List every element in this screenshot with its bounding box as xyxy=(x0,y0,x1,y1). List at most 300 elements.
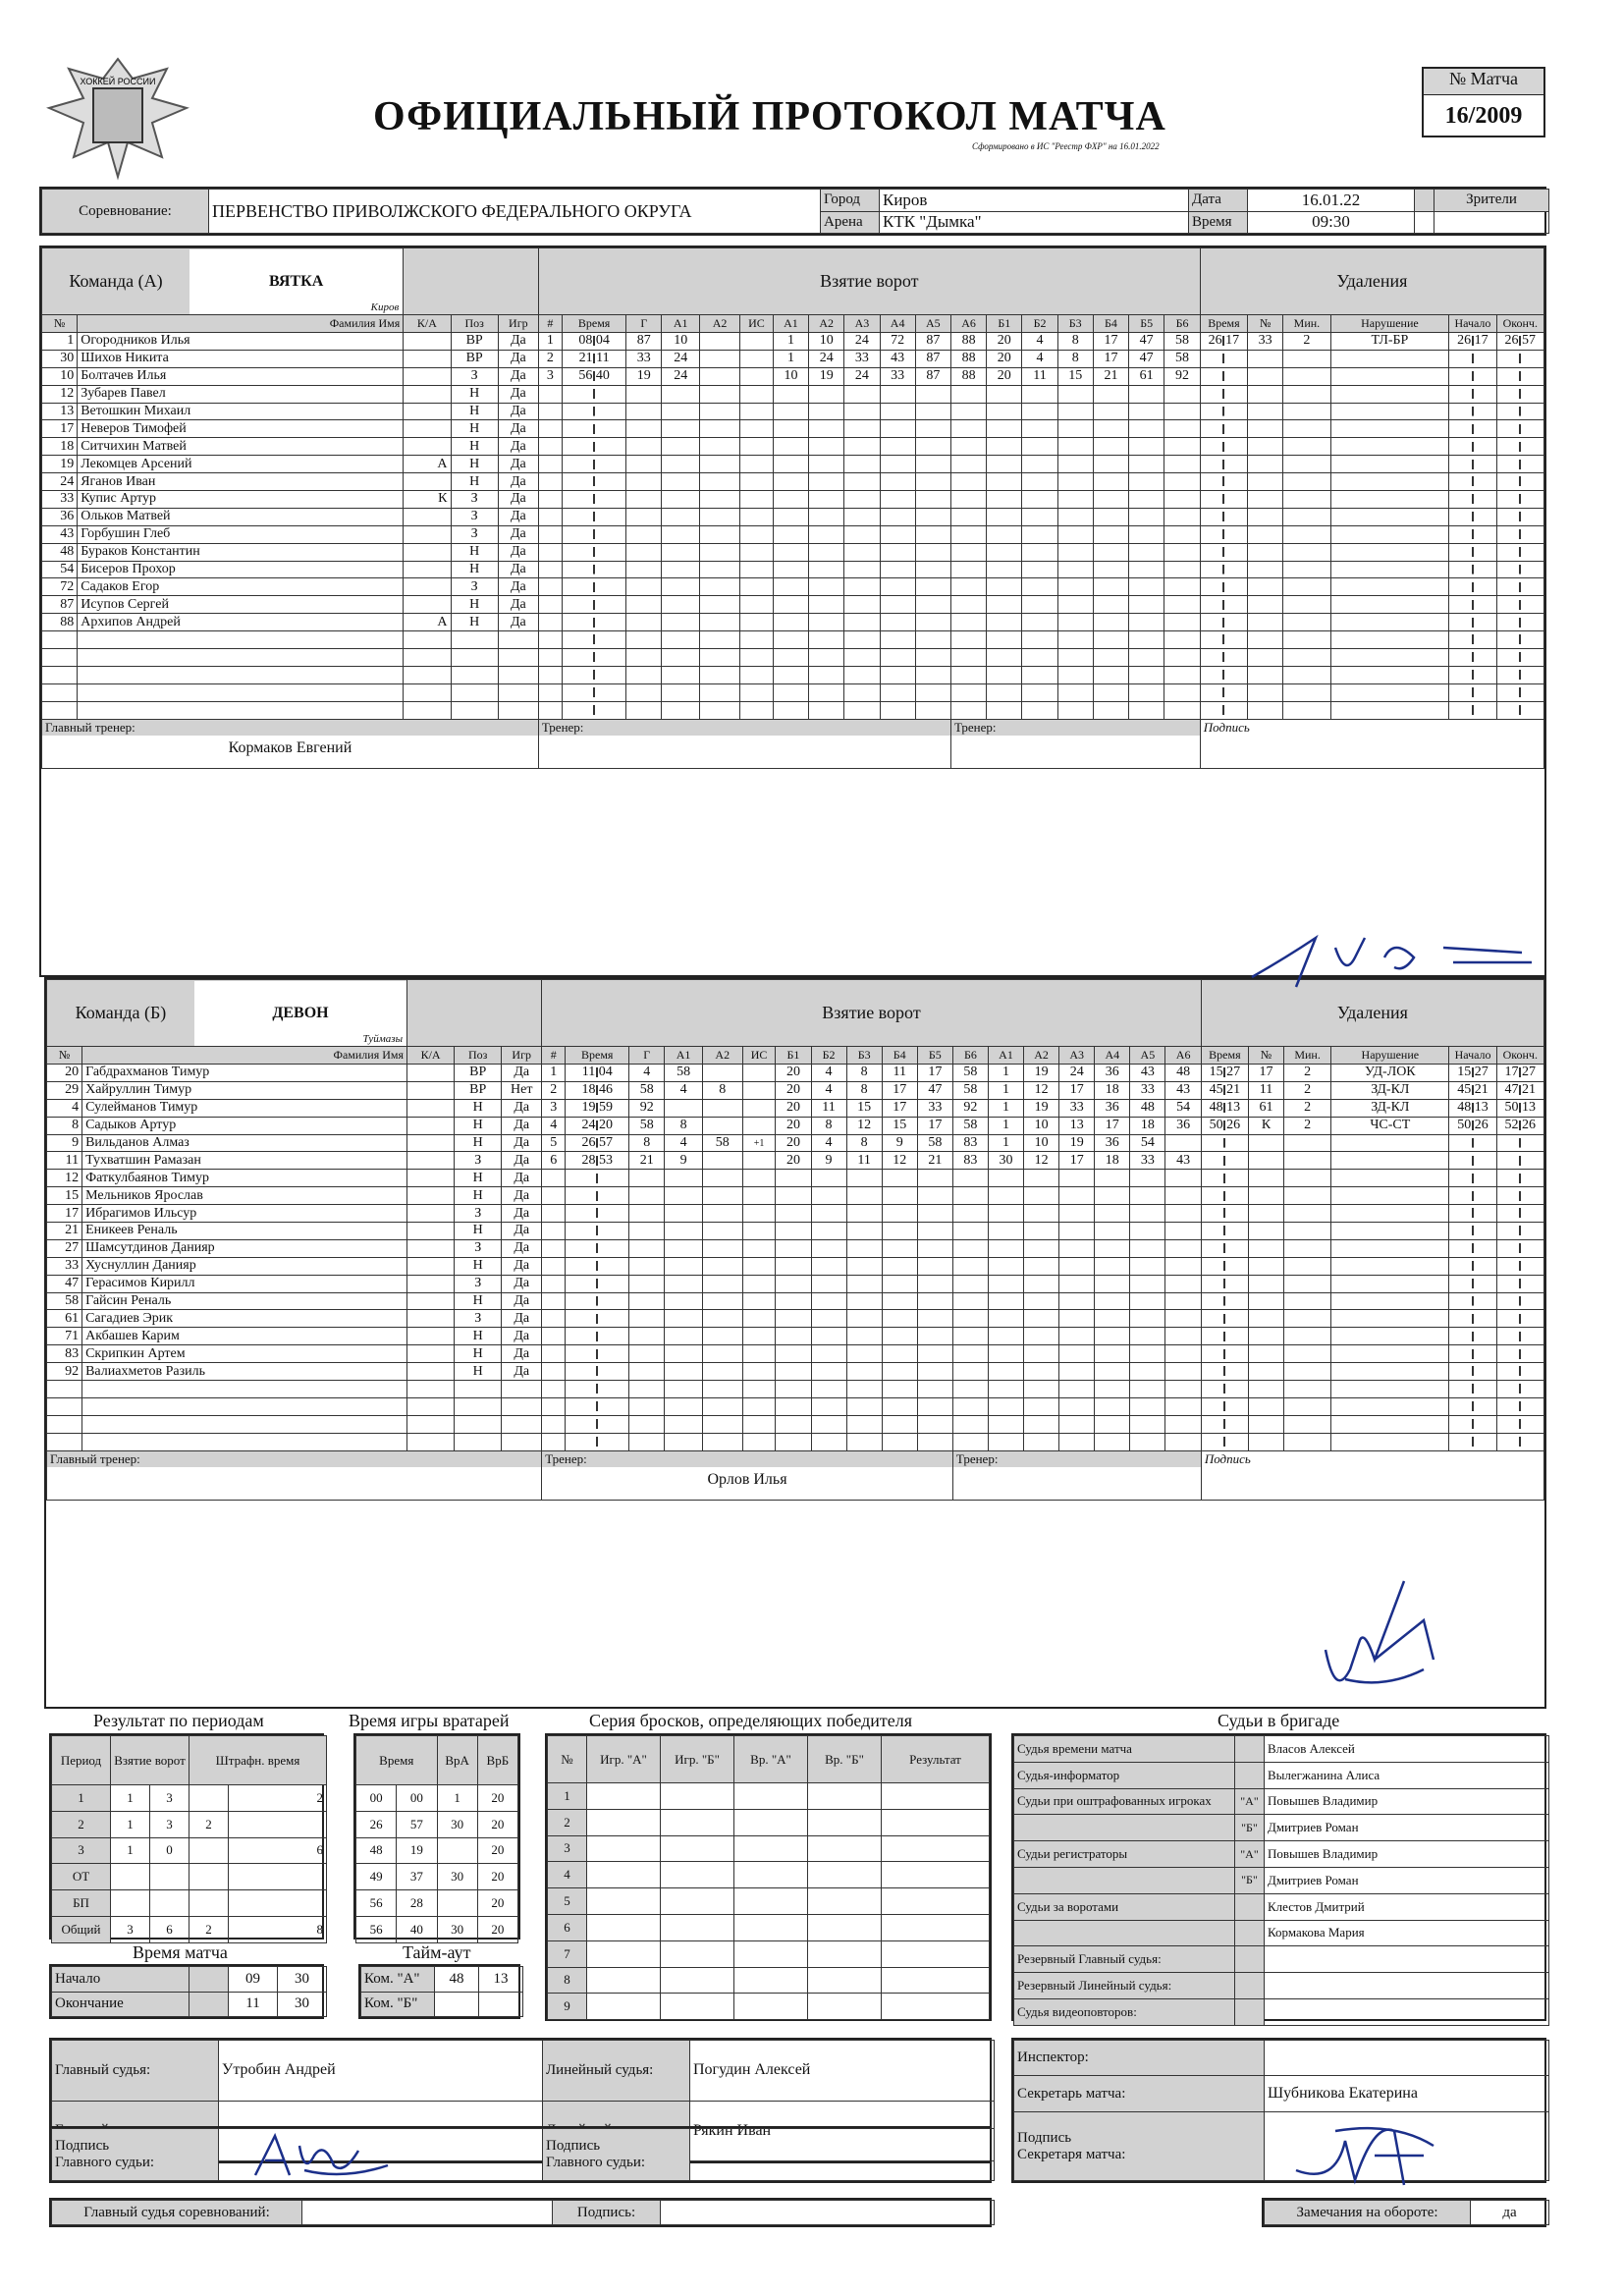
team-b-pen-end xyxy=(1496,1345,1543,1363)
team-a-pen-player xyxy=(1248,525,1283,543)
referee-name xyxy=(1265,1998,1549,2025)
goalie-cell-3: 20 xyxy=(477,1916,517,1942)
team-b-player-igr: Нет xyxy=(502,1081,542,1099)
sig-sec-label-1: Подпись xyxy=(1017,2129,1072,2146)
team-b-pen-player xyxy=(1248,1415,1283,1433)
team-a-goal-no xyxy=(538,631,562,649)
team-a-goal-a1 xyxy=(662,701,700,719)
team-a-pen-end xyxy=(1496,350,1543,367)
team-a-onice-opp-3 xyxy=(1057,543,1093,561)
team-b-goal-scorer xyxy=(629,1415,665,1433)
team-b-pen-player xyxy=(1248,1239,1283,1257)
team-b-goal-a1 xyxy=(665,1310,703,1328)
period-goals-b xyxy=(150,1864,189,1890)
team-a-onice-own-1 xyxy=(773,508,808,525)
team-b-onice-own-6 xyxy=(952,1397,988,1415)
team-a-pen-player xyxy=(1248,491,1283,509)
team-a-city: Киров xyxy=(370,301,400,313)
signature-team-b xyxy=(1306,1561,1453,1709)
team-a-pen-violation xyxy=(1330,596,1449,614)
team-b-pen-violation xyxy=(1331,1415,1449,1433)
team-b-onice-own-2 xyxy=(811,1363,846,1381)
team-b-goal-scorer: 58 xyxy=(629,1117,665,1134)
team-a-pen-end xyxy=(1496,420,1543,438)
team-b-goal-a1 xyxy=(665,1170,703,1187)
team-b-onice-own-2: 4 xyxy=(811,1134,846,1152)
team-b-goal-a1 xyxy=(665,1205,703,1223)
team-a-pen-time xyxy=(1200,367,1247,385)
team-a-goal-no xyxy=(538,525,562,543)
team-a-onice-own-3 xyxy=(844,508,880,525)
team-a-goal-scorer: 33 xyxy=(626,350,662,367)
team-a-player-number xyxy=(42,649,78,667)
team-b-goal-a1 xyxy=(665,1328,703,1345)
shootout-cell xyxy=(882,1914,990,1940)
team-b-onice-opp-2 xyxy=(1024,1239,1059,1257)
team-a-onice-own-1 xyxy=(773,631,808,649)
team-a-pen-min xyxy=(1283,420,1330,438)
team-b-onice-own-4 xyxy=(882,1292,917,1310)
team-a-onice-opp-4 xyxy=(1093,385,1128,403)
team-b-coach-label: Тренер: xyxy=(542,1451,952,1467)
team-b-onice-opp-4: 18 xyxy=(1095,1081,1130,1099)
team-b-onice-own-3 xyxy=(846,1397,882,1415)
team-b-goal-a1 xyxy=(665,1257,703,1275)
team-b-onice-own-3 xyxy=(846,1433,882,1450)
timeout-b-mm xyxy=(435,1992,479,2017)
team-b-row xyxy=(47,1275,1544,1292)
team-a-col-14: А4 xyxy=(880,315,915,333)
shootout-cell xyxy=(734,1783,808,1810)
team-a-goal-scorer xyxy=(626,561,662,578)
team-b-player-igr xyxy=(502,1433,542,1450)
team-a-head-coach-cell xyxy=(42,719,539,768)
team-a-goal-no: 2 xyxy=(538,350,562,367)
signature-label: Подпись: xyxy=(553,2201,661,2225)
team-a-onice-own-3 xyxy=(844,543,880,561)
period-name: ОТ xyxy=(52,1864,111,1890)
team-b-row xyxy=(47,1292,1544,1310)
team-a-onice-opp-5 xyxy=(1129,420,1164,438)
team-a-goal-a2 xyxy=(700,614,740,631)
team-b-onice-opp-2 xyxy=(1024,1257,1059,1275)
team-b-goal-no xyxy=(542,1292,566,1310)
team-a-onice-opp-5 xyxy=(1129,385,1164,403)
team-b-onice-own-3: 12 xyxy=(846,1117,882,1134)
team-b-onice-opp-5 xyxy=(1130,1223,1165,1240)
team-a-goal-is xyxy=(740,508,774,525)
team-a-goal-no xyxy=(538,420,562,438)
periods-table xyxy=(49,1733,324,1940)
team-b-onice-own-6 xyxy=(952,1433,988,1450)
team-a-onice-own-5 xyxy=(915,701,950,719)
team-b-penalties-header: Удаления xyxy=(1201,980,1543,1047)
team-b-onice-own-5 xyxy=(917,1397,952,1415)
team-b-player-ka xyxy=(407,1433,455,1450)
referee-team xyxy=(1235,1998,1265,2025)
team-b-pen-time xyxy=(1201,1223,1248,1240)
team-b-pen-start xyxy=(1449,1397,1496,1415)
team-b-player-name: Валиахметов Разиль xyxy=(82,1363,407,1381)
team-b-onice-own-6 xyxy=(952,1381,988,1398)
team-a-onice-own-2: 24 xyxy=(809,350,844,367)
team-b-onice-opp-5: 33 xyxy=(1130,1152,1165,1170)
team-a-onice-opp-4 xyxy=(1093,561,1128,578)
team-a-col-7: Г xyxy=(626,315,662,333)
team-a-player-ka: К xyxy=(404,491,451,509)
team-a-onice-opp-1 xyxy=(987,403,1022,420)
shootout-cell xyxy=(882,1994,990,2020)
team-a-onice-own-2 xyxy=(809,666,844,683)
team-a-pen-end xyxy=(1496,614,1543,631)
team-a-pen-start xyxy=(1449,508,1496,525)
team-b-onice-opp-3 xyxy=(1059,1275,1095,1292)
team-a-onice-own-5 xyxy=(915,438,950,456)
team-b-onice-own-2 xyxy=(811,1381,846,1398)
team-a-goal-no xyxy=(538,508,562,525)
team-a-name: ВЯТКА Киров xyxy=(189,249,403,314)
team-a-onice-own-4 xyxy=(880,683,915,701)
team-a-goal-no xyxy=(538,385,562,403)
team-a-player-number xyxy=(42,631,78,649)
team-b-onice-own-6: 58 xyxy=(952,1117,988,1134)
team-b-goal-a2 xyxy=(702,1065,742,1082)
team-b-goal-time xyxy=(566,1187,629,1205)
team-b-pen-min xyxy=(1284,1170,1331,1187)
team-a-pen-violation xyxy=(1330,385,1449,403)
team-a-head-coach: Кормаков Евгений xyxy=(228,738,352,756)
team-b-pen-end xyxy=(1496,1397,1543,1415)
team-a-pen-end xyxy=(1496,543,1543,561)
team-b-row xyxy=(47,1397,1544,1415)
team-a-goal-a2 xyxy=(700,333,740,351)
team-a-pen-violation xyxy=(1330,683,1449,701)
team-b-onice-opp-2: 19 xyxy=(1024,1065,1059,1082)
team-b-onice-opp-6: 54 xyxy=(1165,1099,1201,1117)
team-b-city: Туймазы xyxy=(362,1032,404,1045)
team-b-onice-own-1 xyxy=(776,1363,811,1381)
team-b-pen-start xyxy=(1449,1257,1496,1275)
team-a-player-name: Лекомцев Арсений xyxy=(78,456,404,473)
team-a-player-ka: А xyxy=(404,456,451,473)
team-b-goal-time: 19 59 xyxy=(566,1099,629,1117)
team-b-pen-min xyxy=(1284,1310,1331,1328)
team-a-pen-min xyxy=(1283,543,1330,561)
team-b-player-ka xyxy=(407,1081,455,1099)
team-b-onice-own-1 xyxy=(776,1292,811,1310)
team-b-onice-opp-1 xyxy=(988,1187,1023,1205)
team-b-goal-a2 xyxy=(702,1363,742,1381)
team-a-onice-own-2 xyxy=(809,649,844,667)
team-a-onice-own-4 xyxy=(880,438,915,456)
goalie-cell-2: 30 xyxy=(437,1916,477,1942)
team-b-onice-opp-3: 13 xyxy=(1059,1117,1095,1134)
team-a-onice-own-6 xyxy=(950,525,986,543)
referee-role: Судья-информатор xyxy=(1014,1762,1235,1788)
team-b-onice-own-2 xyxy=(811,1223,846,1240)
team-a-goal-a2 xyxy=(700,508,740,525)
team-b-goal-a1: 4 xyxy=(665,1134,703,1152)
period-goals-a: 1 xyxy=(111,1811,150,1837)
team-a-row xyxy=(42,367,1544,385)
team-b-player-igr: Да xyxy=(502,1223,542,1240)
team-b-pen-end xyxy=(1496,1415,1543,1433)
team-a-player-ka xyxy=(404,350,451,367)
team-b-onice-own-2 xyxy=(811,1187,846,1205)
team-a-onice-opp-6 xyxy=(1164,420,1201,438)
team-a-onice-own-2 xyxy=(809,561,844,578)
team-a-onice-own-1 xyxy=(773,456,808,473)
team-a-pen-player xyxy=(1248,614,1283,631)
team-a-row xyxy=(42,491,1544,509)
team-a-onice-own-4 xyxy=(880,578,915,596)
team-b-onice-own-3 xyxy=(846,1205,882,1223)
team-b-onice-own-4: 12 xyxy=(882,1152,917,1170)
team-a-pen-min xyxy=(1283,350,1330,367)
team-a-coach xyxy=(539,736,950,739)
referee-role: Судьи за воротами xyxy=(1014,1893,1235,1920)
team-b-onice-own-3 xyxy=(846,1275,882,1292)
team-b-goal-is xyxy=(742,1223,776,1240)
team-b-pen-start xyxy=(1449,1292,1496,1310)
team-b-pen-violation xyxy=(1331,1363,1449,1381)
team-b-onice-opp-4: 36 xyxy=(1095,1065,1130,1082)
team-b-onice-own-1 xyxy=(776,1275,811,1292)
team-b-onice-own-4 xyxy=(882,1257,917,1275)
team-a-goal-time xyxy=(563,403,626,420)
team-b-onice-own-2 xyxy=(811,1310,846,1328)
team-b-onice-opp-4 xyxy=(1095,1239,1130,1257)
team-b-pen-min xyxy=(1284,1433,1331,1450)
team-b-goal-a1: 4 xyxy=(665,1081,703,1099)
team-b-onice-opp-4 xyxy=(1095,1433,1130,1450)
team-a-onice-own-1 xyxy=(773,614,808,631)
team-a-pen-end xyxy=(1496,561,1543,578)
team-a-goal-a2 xyxy=(700,456,740,473)
team-b-onice-own-6 xyxy=(952,1223,988,1240)
team-b-player-name: Еникеев Реналь xyxy=(82,1223,407,1240)
team-b-player-name: Шамсутдинов Данияр xyxy=(82,1239,407,1257)
shootout-cell xyxy=(587,1914,661,1940)
team-a-player-igr: Да xyxy=(498,508,538,525)
team-b-onice-opp-5: 33 xyxy=(1130,1081,1165,1099)
team-a-goal-scorer xyxy=(626,403,662,420)
team-a-pen-min xyxy=(1283,596,1330,614)
shootout-cell xyxy=(734,1809,808,1835)
team-a-goal-a2 xyxy=(700,525,740,543)
team-b-pen-time xyxy=(1201,1152,1248,1170)
team-a-onice-opp-3 xyxy=(1057,631,1093,649)
team-a-pen-violation xyxy=(1330,456,1449,473)
team-a-onice-own-5 xyxy=(915,561,950,578)
team-b-onice-opp-4 xyxy=(1095,1381,1130,1398)
team-a-onice-own-1 xyxy=(773,649,808,667)
team-b-onice-own-6 xyxy=(952,1257,988,1275)
team-a-onice-own-1 xyxy=(773,385,808,403)
team-b-onice-own-1 xyxy=(776,1257,811,1275)
team-b-onice-opp-3 xyxy=(1059,1223,1095,1240)
team-b-onice-opp-2 xyxy=(1024,1292,1059,1310)
team-a-onice-opp-1 xyxy=(987,596,1022,614)
goalie-cell-1: 37 xyxy=(397,1864,437,1890)
spectators-label: Зрители xyxy=(1435,190,1549,212)
team-b-pen-min xyxy=(1284,1275,1331,1292)
team-b-onice-opp-3: 24 xyxy=(1059,1065,1095,1082)
team-b-onice-opp-3 xyxy=(1059,1187,1095,1205)
team-b-pen-min xyxy=(1284,1239,1331,1257)
team-b-player-ka xyxy=(407,1152,455,1170)
team-b-onice-opp-4 xyxy=(1095,1292,1130,1310)
team-b-col-9: А2 xyxy=(702,1047,742,1065)
team-a-onice-opp-5 xyxy=(1129,631,1164,649)
team-a-pen-min xyxy=(1283,525,1330,543)
team-b-pen-start xyxy=(1449,1345,1496,1363)
team-b-pen-end: 50 13 xyxy=(1496,1099,1543,1117)
team-b-pen-end xyxy=(1496,1310,1543,1328)
team-b-pen-min xyxy=(1284,1363,1331,1381)
team-a-goal-scorer xyxy=(626,385,662,403)
team-b-onice-opp-1 xyxy=(988,1433,1023,1450)
shootout-cell xyxy=(661,1994,734,2020)
inspector-label: Инспектор: xyxy=(1014,2041,1265,2076)
referee-team xyxy=(1235,1946,1265,1973)
team-a-pen-player xyxy=(1248,666,1283,683)
team-a-coach2-cell xyxy=(950,719,1200,768)
team-b-pen-player xyxy=(1248,1381,1283,1398)
team-a-goal-time xyxy=(563,561,626,578)
team-b-player-igr: Да xyxy=(502,1275,542,1292)
team-a-onice-opp-4: 17 xyxy=(1093,333,1128,351)
team-b-onice-own-2: 4 xyxy=(811,1065,846,1082)
team-b-onice-opp-4: 36 xyxy=(1095,1099,1130,1117)
team-a-pen-end xyxy=(1496,456,1543,473)
team-b-player-pos: Н xyxy=(455,1328,502,1345)
team-a-onice-own-6 xyxy=(950,614,986,631)
line-ref-1: Погудин Алексей xyxy=(690,2041,995,2102)
team-b-pen-end xyxy=(1496,1381,1543,1398)
team-a-player-ka xyxy=(404,543,451,561)
team-b-onice-opp-5 xyxy=(1130,1433,1165,1450)
team-a-player-name: Зубарев Павел xyxy=(78,385,404,403)
team-a-onice-own-6 xyxy=(950,420,986,438)
team-a-pen-end xyxy=(1496,666,1543,683)
team-a-onice-opp-6 xyxy=(1164,596,1201,614)
team-a-player-pos: Н xyxy=(451,403,498,420)
team-a-goal-scorer xyxy=(626,543,662,561)
shootout-cell xyxy=(808,1940,882,1967)
team-b-player-name: Ибрагимов Ильсур xyxy=(82,1205,407,1223)
team-a-pen-min xyxy=(1283,683,1330,701)
team-b-pen-time xyxy=(1201,1170,1248,1187)
team-a-goal-no xyxy=(538,683,562,701)
notes: да xyxy=(1471,2201,1549,2225)
team-b-pen-min xyxy=(1284,1328,1331,1345)
team-a-player-number: 13 xyxy=(42,403,78,420)
team-a-col-10: ИС xyxy=(740,315,774,333)
team-a-pen-time xyxy=(1200,596,1247,614)
team-b-pen-player xyxy=(1248,1433,1283,1450)
arena-label: Арена xyxy=(821,211,880,234)
team-b-goal-is xyxy=(742,1363,776,1381)
team-a-pen-min: 2 xyxy=(1283,333,1330,351)
team-b-onice-own-3 xyxy=(846,1223,882,1240)
team-b-player-ka xyxy=(407,1187,455,1205)
team-a-pen-time xyxy=(1200,561,1247,578)
team-b-goal-time xyxy=(566,1239,629,1257)
team-a-pen-start xyxy=(1449,350,1496,367)
team-a-onice-opp-6 xyxy=(1164,578,1201,596)
team-b-pen-start xyxy=(1449,1415,1496,1433)
team-a-goal-scorer xyxy=(626,508,662,525)
team-a-goal-time xyxy=(563,438,626,456)
period-name: БП xyxy=(52,1890,111,1917)
period-name: 2 xyxy=(52,1811,111,1837)
team-a-goal-scorer xyxy=(626,701,662,719)
team-a-player-name xyxy=(78,631,404,649)
team-b-pen-end xyxy=(1496,1205,1543,1223)
team-b-onice-own-2 xyxy=(811,1170,846,1187)
time: 09:30 xyxy=(1248,211,1415,234)
team-a-onice-own-6 xyxy=(950,578,986,596)
period-name: 3 xyxy=(52,1837,111,1864)
page-title: ОФИЦИАЛЬНЫЙ ПРОТОКОЛ МАТЧА xyxy=(373,94,1166,139)
team-a-pen-end xyxy=(1496,683,1543,701)
team-a-onice-opp-1 xyxy=(987,701,1022,719)
team-b-player-pos: ВР xyxy=(455,1065,502,1082)
team-b-pen-min: 2 xyxy=(1284,1099,1331,1117)
team-b-onice-own-1 xyxy=(776,1433,811,1450)
team-a-col-0: № xyxy=(42,315,78,333)
team-b-goal-scorer xyxy=(629,1363,665,1381)
team-a-goal-is xyxy=(740,438,774,456)
team-b-goal-a1 xyxy=(665,1187,703,1205)
team-a-onice-own-6 xyxy=(950,385,986,403)
team-b-onice-opp-6 xyxy=(1165,1415,1201,1433)
team-b-onice-own-5 xyxy=(917,1257,952,1275)
team-a-col-12: А2 xyxy=(809,315,844,333)
team-a-pen-min xyxy=(1283,561,1330,578)
team-b-player-number xyxy=(47,1397,82,1415)
team-b-col-22: А6 xyxy=(1165,1047,1201,1065)
referee-team xyxy=(1235,1973,1265,1999)
team-a-goal-a2 xyxy=(700,683,740,701)
team-a-row xyxy=(42,631,1544,649)
team-a-player-igr: Да xyxy=(498,438,538,456)
team-b-goal-is xyxy=(742,1257,776,1275)
team-b-onice-opp-6 xyxy=(1165,1381,1201,1398)
team-a-player-ka xyxy=(404,473,451,491)
referee-role: Резервный Линейный судья: xyxy=(1014,1973,1235,1999)
team-a-onice-opp-6: 58 xyxy=(1164,350,1201,367)
team-b-player-pos: Н xyxy=(455,1292,502,1310)
team-a-pen-min xyxy=(1283,666,1330,683)
team-a-goal-scorer xyxy=(626,631,662,649)
team-b-player-ka xyxy=(407,1065,455,1082)
team-b-goal-is xyxy=(742,1152,776,1170)
team-b-col-18: А2 xyxy=(1024,1047,1059,1065)
team-a-onice-own-3 xyxy=(844,578,880,596)
team-b-goal-time xyxy=(566,1292,629,1310)
team-b-pen-time xyxy=(1201,1239,1248,1257)
team-a-player-pos: Н xyxy=(451,561,498,578)
team-b-onice-own-3 xyxy=(846,1239,882,1257)
team-a-pen-start xyxy=(1449,367,1496,385)
team-a-goal-scorer xyxy=(626,666,662,683)
team-b-pen-player: 11 xyxy=(1248,1081,1283,1099)
team-b-goal-time xyxy=(566,1397,629,1415)
team-a-player-ka xyxy=(404,420,451,438)
team-a-goal-is xyxy=(740,350,774,367)
